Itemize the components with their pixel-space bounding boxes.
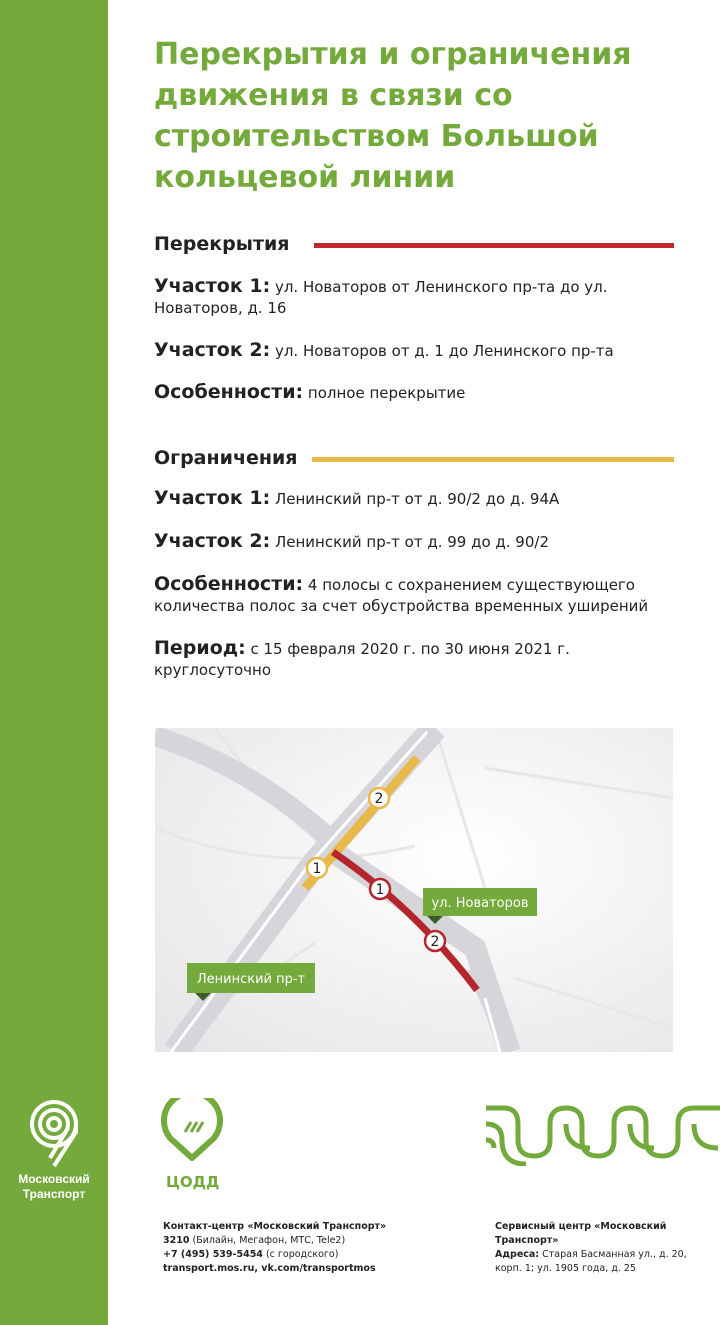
moscow-transport-name: Московский Транспорт xyxy=(18,1172,90,1201)
closure-item-3-text: полное перекрытие xyxy=(307,384,466,402)
marker-closure-2 xyxy=(425,931,445,951)
wave-pattern xyxy=(486,1102,720,1170)
svg-text:2: 2 xyxy=(430,934,440,950)
svg-text:Ленинский пр-т: Ленинский пр-т xyxy=(196,972,306,987)
wave-pattern-icon xyxy=(486,1102,720,1166)
closure-item-2-text: ул. Новаторов от д. 1 до Ленинского пр-та xyxy=(274,342,614,360)
contact-links[interactable]: transport.mos.ru, vk.com/transportmos xyxy=(163,1263,376,1274)
closure-item-2 xyxy=(154,340,684,362)
contact-phone-note: (с городского) xyxy=(265,1249,339,1260)
contact-short-number: 3210 xyxy=(163,1235,190,1246)
contact-title: Контакт-центр «Московский Транспорт» xyxy=(163,1221,387,1232)
restriction-item-3-text: 4 полосы с сохранением существующего количества полос за счет обустройства временных уширений xyxy=(154,576,649,615)
sidebar xyxy=(0,0,108,1325)
page-title: Перекрытия и ограничения движения в связи со строительством Большой кольцевой линии xyxy=(154,37,632,195)
contact-short-note: (Билайн, Мегафон, МТС, Tele2) xyxy=(192,1235,346,1246)
svg-text:1: 1 xyxy=(312,861,322,877)
service-block xyxy=(495,1220,713,1276)
marker-restriction-1 xyxy=(307,858,327,878)
closures-divider xyxy=(314,243,674,248)
restriction-item-2-label: Участок 2: xyxy=(154,530,271,552)
restrictions-divider xyxy=(312,457,674,462)
closures-heading-row xyxy=(154,233,674,255)
period xyxy=(154,638,594,681)
contact-block xyxy=(163,1220,413,1276)
closure-item-1-label: Участок 1: xyxy=(154,275,271,297)
service-address-label: Адреса: xyxy=(495,1249,540,1260)
restriction-item-1 xyxy=(154,488,684,510)
closure-item-2-label: Участок 2: xyxy=(154,339,271,361)
restrictions-heading: Ограничения xyxy=(154,447,298,469)
marker-closure-1 xyxy=(370,879,390,899)
period-text: с 15 февраля 2020 г. по 30 июня 2021 г. круглосуточно xyxy=(154,640,570,679)
restriction-item-1-label: Участок 1: xyxy=(154,487,271,509)
svg-text:2: 2 xyxy=(374,791,384,807)
codd-logo xyxy=(160,1098,230,1191)
codd-logo-icon xyxy=(160,1098,230,1173)
svg-text:ул. Новаторов: ул. Новаторов xyxy=(431,896,529,911)
restriction-item-3-label: Особенности: xyxy=(154,573,304,595)
contact-phone[interactable]: +7 (495) 539-5454 xyxy=(163,1249,263,1260)
codd-name: ЦОДД xyxy=(166,1173,220,1191)
closure-item-3 xyxy=(154,382,684,404)
map-svg xyxy=(155,728,673,1052)
service-title: Сервисный центр «Московский Транспорт» xyxy=(495,1221,667,1246)
marker-restriction-2 xyxy=(369,788,389,808)
closure-item-1 xyxy=(154,276,684,319)
closures-heading: Перекрытия xyxy=(154,233,290,255)
restrictions-heading-row xyxy=(154,447,674,469)
service-address: Старая Басманная ул., д. 20, корп. 1; ул. 1905 года, д. 25 xyxy=(495,1249,687,1274)
restriction-item-3 xyxy=(154,574,674,617)
closure-item-3-label: Особенности: xyxy=(154,381,304,403)
moscow-transport-logo xyxy=(14,1098,94,1202)
restriction-item-2-text: Ленинский пр-т от д. 99 до д. 90/2 xyxy=(274,533,549,551)
period-label: Период: xyxy=(154,637,246,659)
closure-item-1-text: ул. Новаторов от Ленинского пр-та до ул. Новаторов, д. 16 xyxy=(154,278,608,317)
svg-text:1: 1 xyxy=(375,882,385,898)
map xyxy=(155,728,673,1052)
moscow-transport-logo-icon xyxy=(28,1098,80,1168)
restriction-item-1-text: Ленинский пр-т от д. 90/2 до д. 94А xyxy=(274,490,560,508)
restriction-item-2 xyxy=(154,531,684,553)
